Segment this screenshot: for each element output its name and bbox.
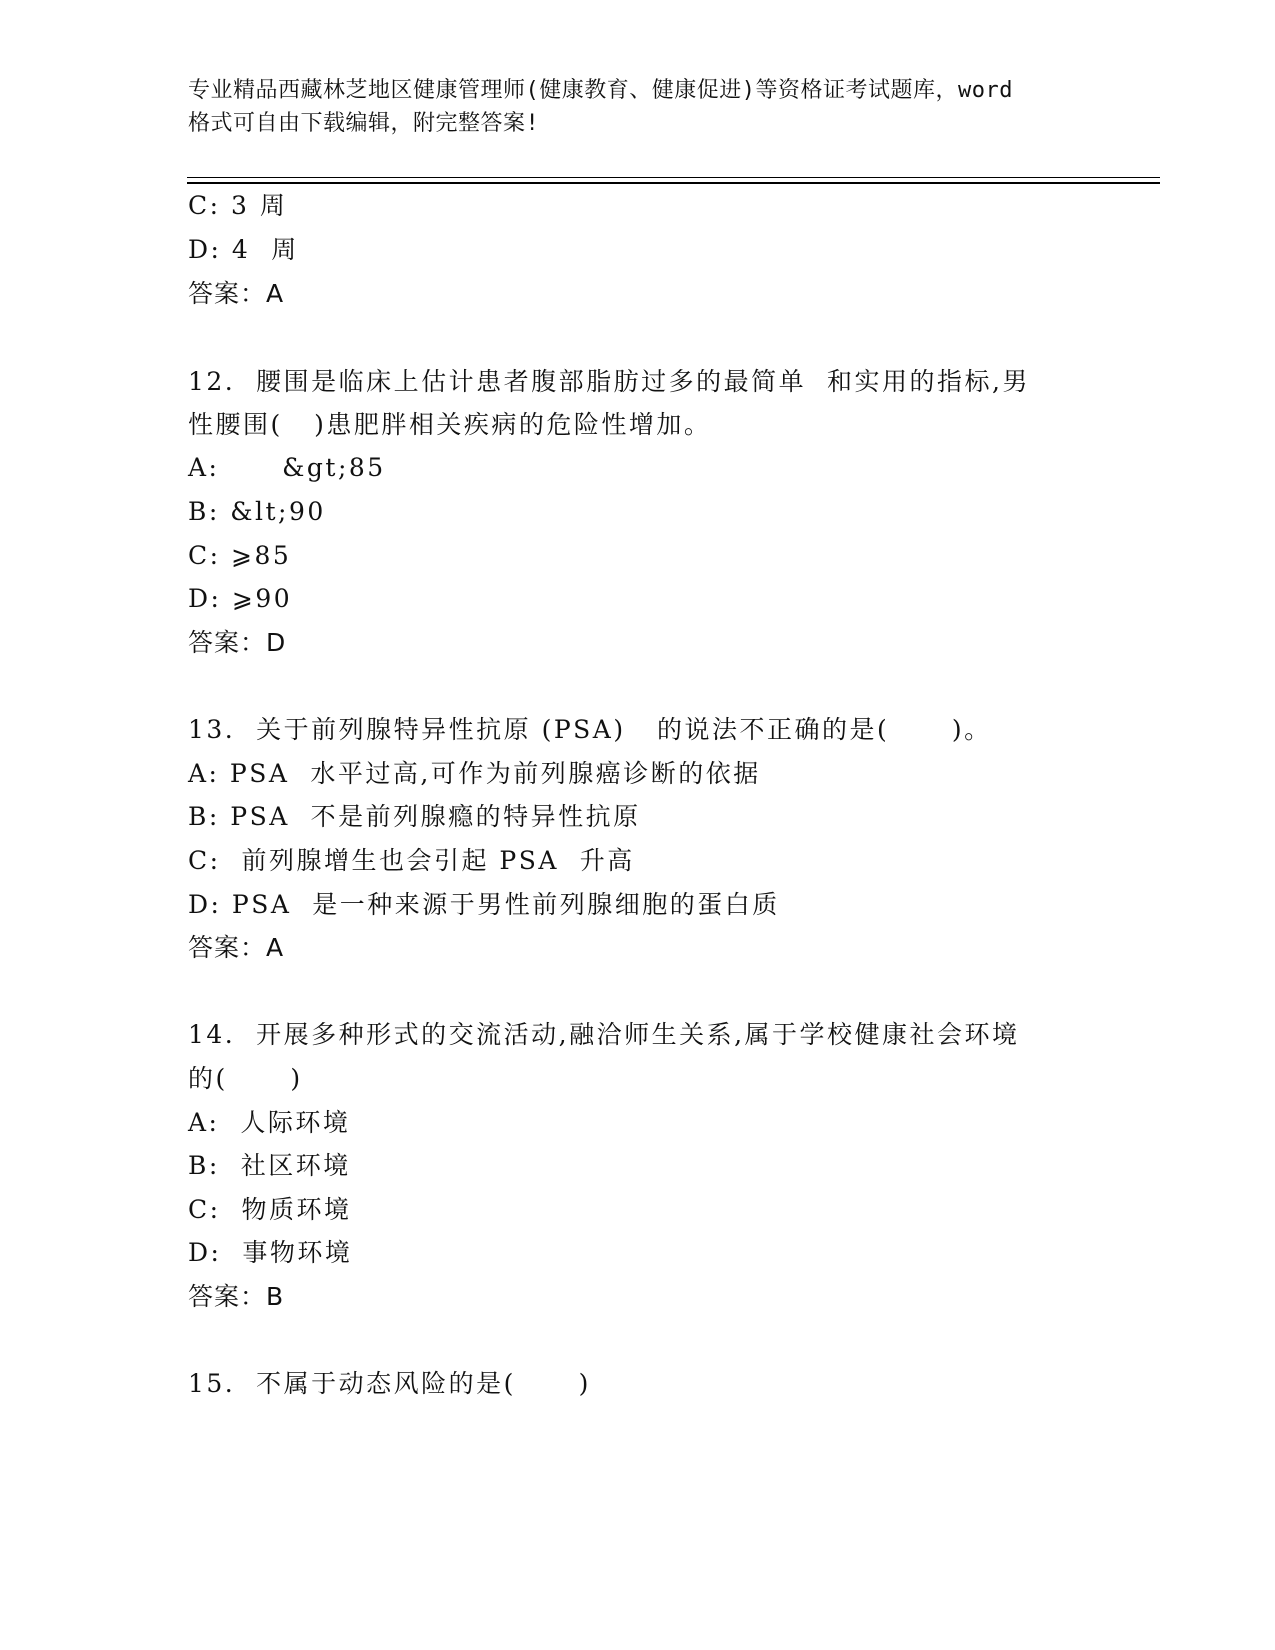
- q12-option-c: C: ⩾85: [188, 541, 292, 570]
- q13-answer: 答案：A: [188, 933, 285, 962]
- q11-option-d: D: 4 周: [188, 235, 299, 264]
- q13-option-d: D: PSA 是一种来源于男性前列腺细胞的蛋白质: [188, 890, 780, 919]
- header-divider-thin: [187, 177, 1160, 178]
- q13-option-a: A: PSA 水平过高,可作为前列腺癌诊断的依据: [188, 759, 761, 788]
- q14-stem-line-1: 14. 开展多种形式的交流活动,融洽师生关系,属于学校健康社会环境: [188, 1020, 1020, 1049]
- q15-stem-line-1: 15. 不属于动态风险的是( ): [188, 1369, 591, 1398]
- document-header: [188, 74, 1088, 140]
- q14-option-d: D: 事物环境: [188, 1238, 353, 1267]
- q12-option-d: D: ⩾90: [188, 584, 293, 613]
- q14-answer: 答案：B: [188, 1282, 285, 1311]
- q14-option-b: B: 社区环境: [188, 1151, 351, 1180]
- q13-option-b: B: PSA 不是前列腺瘾的特异性抗原: [188, 802, 641, 831]
- header-line-2: 格式可自由下载编辑，附完整答案!: [188, 111, 540, 136]
- q11-option-c: C: 3 周: [188, 191, 288, 220]
- q12-option-a: A: &gt;85: [188, 453, 386, 482]
- q14-option-a: A: 人际环境: [188, 1108, 351, 1137]
- q12-stem-line-2: 性腰围( )患肥胖相关疾病的危险性增加。: [188, 410, 712, 439]
- q12-stem-line-1: 12. 腰围是临床上估计患者腹部脂肪过多的最简单 和实用的指标,男: [188, 367, 1030, 396]
- q14-stem-line-2: 的( ): [188, 1064, 303, 1093]
- q12-option-b: B: &lt;90: [188, 497, 326, 526]
- q14-option-c: C: 物质环境: [188, 1195, 352, 1224]
- q12-answer: 答案：D: [188, 628, 287, 657]
- header-line-1: 专业精品西藏林芝地区健康管理师(健康教育、健康促进)等资格证考试题库，word: [188, 78, 1013, 103]
- q13-option-c: C: 前列腺增生也会引起 PSA 升高: [188, 846, 635, 875]
- q13-stem-line-1: 13. 关于前列腺特异性抗原 (PSA) 的说法不正确的是( )。: [188, 715, 992, 744]
- header-divider-thick: [187, 182, 1160, 184]
- q11-answer: 答案：A: [188, 279, 285, 308]
